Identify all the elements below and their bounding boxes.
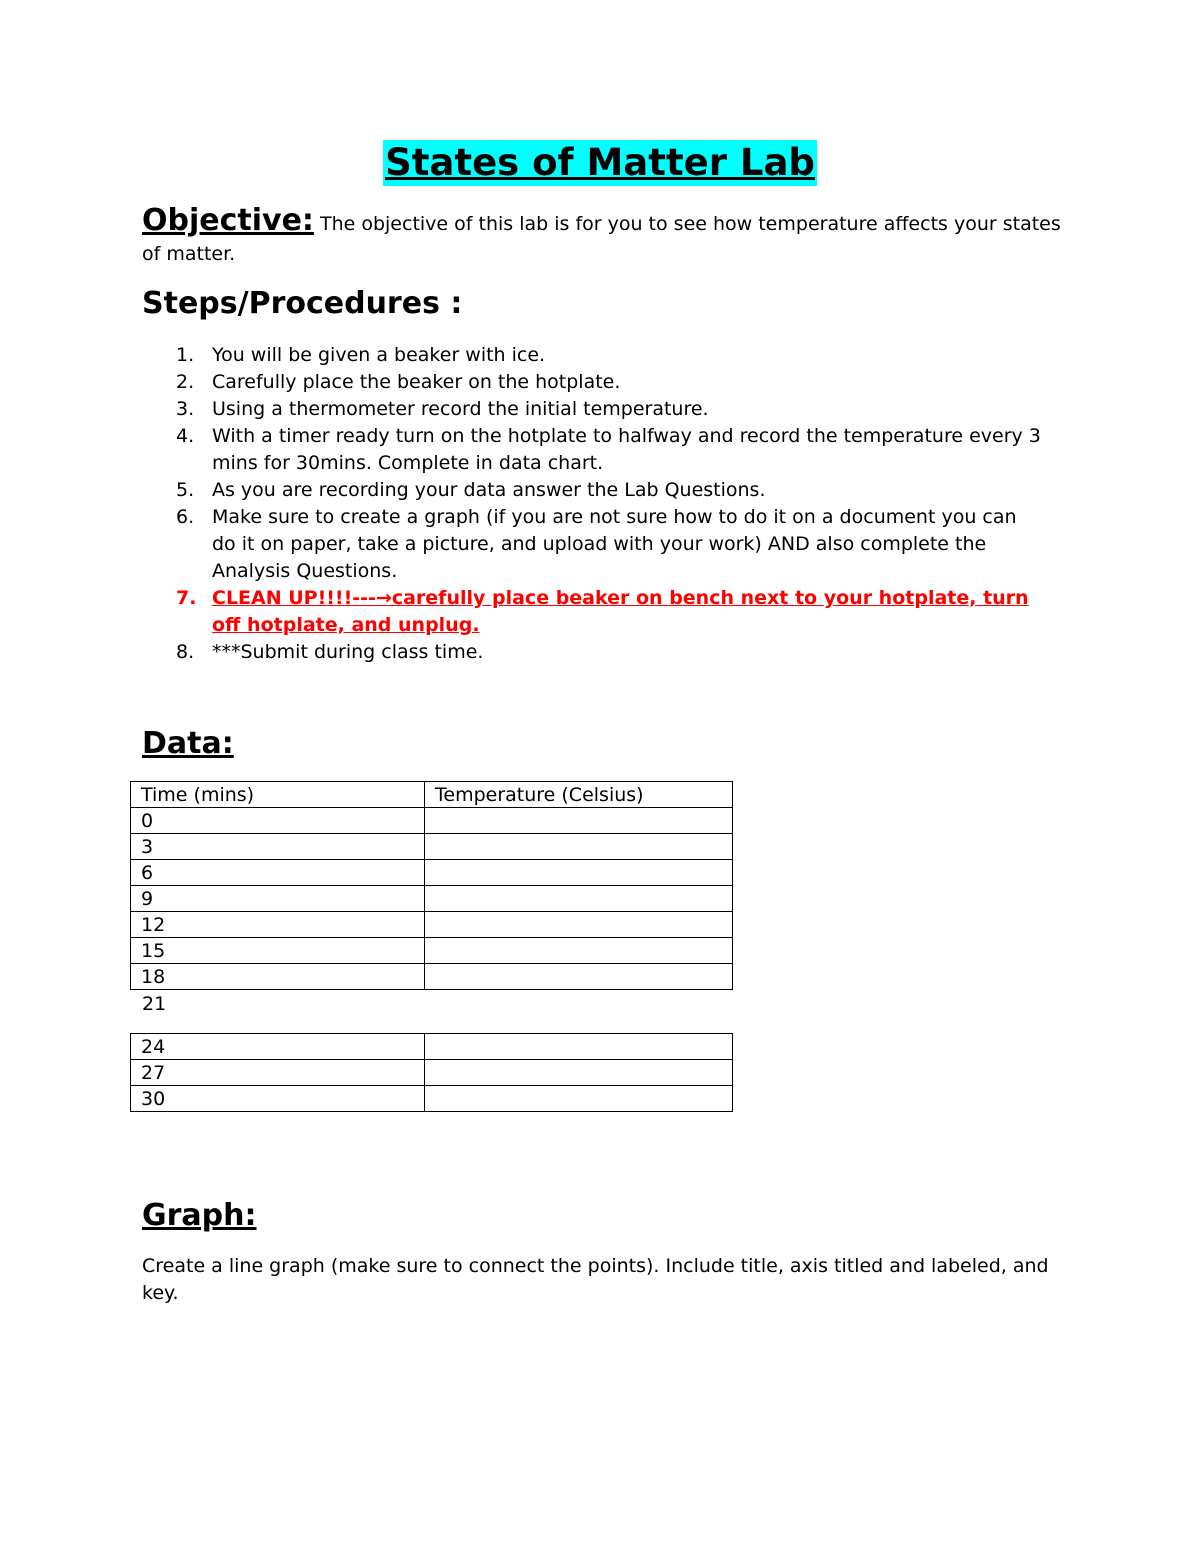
table-row [131, 938, 733, 964]
table-row [131, 886, 733, 912]
temperature-cell[interactable] [425, 1086, 733, 1112]
temperature-cell[interactable] [425, 808, 733, 834]
step-number: 3. [176, 398, 195, 420]
temperature-cell[interactable] [425, 860, 733, 886]
time-cell: 18 [131, 964, 425, 990]
table-row [131, 1060, 733, 1086]
loose-time-value: 21 [142, 993, 167, 1015]
temperature-cell[interactable] [425, 1060, 733, 1086]
step-text: You will be given a beaker with ice. [212, 344, 546, 366]
time-cell: 6 [131, 860, 425, 886]
temperature-cell[interactable] [425, 964, 733, 990]
table-row [131, 964, 733, 990]
table-row [131, 860, 733, 886]
title-block [0, 140, 1200, 186]
step-item [142, 639, 1042, 666]
table-row [131, 1086, 733, 1112]
table-row [131, 1034, 733, 1060]
step-number: 2. [176, 371, 195, 393]
temperature-cell[interactable] [425, 886, 733, 912]
step-text: Make sure to create a graph (if you are not sure how to do it on a document you can do it on paper, take a picture, and upload with your work) AND also complete the Analysis Questions. [212, 506, 1017, 582]
step-number: 8. [176, 641, 195, 663]
graph-instructions: Create a line graph (make sure to connect the points). Include title, axis titled and labeled, and key. [142, 1255, 1049, 1304]
step-number: 1. [176, 344, 195, 366]
step-item [142, 477, 1042, 504]
temperature-cell[interactable] [425, 1034, 733, 1060]
page-title: States of Matter Lab [385, 141, 815, 184]
step-item-cleanup-warning [142, 585, 1042, 639]
objective-paragraph [142, 203, 1062, 269]
temperature-cell[interactable] [425, 834, 733, 860]
step-text: As you are recording your data answer the Lab Questions. [212, 479, 766, 501]
table-header-row [131, 782, 733, 808]
step-number: 4. [176, 425, 195, 447]
step-text: Carefully place the beaker on the hotplate. [212, 371, 621, 393]
step-item [142, 423, 1042, 477]
step-number: 7. [176, 587, 197, 609]
table-row [131, 912, 733, 938]
time-cell: 24 [131, 1034, 425, 1060]
step-item [142, 342, 1042, 369]
time-cell: 0 [131, 808, 425, 834]
steps-list [142, 342, 1042, 666]
time-cell: 9 [131, 886, 425, 912]
objective-text: The objective of this lab is for you to see how temperature affects your states of matter. [142, 213, 1061, 265]
time-cell: 12 [131, 912, 425, 938]
data-table-continued [130, 1033, 733, 1112]
table-row [131, 834, 733, 860]
table-row [131, 808, 733, 834]
temperature-cell[interactable] [425, 912, 733, 938]
header-temperature: Temperature (Celsius) [425, 782, 733, 808]
step-number: 5. [176, 479, 195, 501]
graph-heading: Graph: [142, 1198, 257, 1233]
step-item [142, 369, 1042, 396]
step-text: With a timer ready turn on the hotplate to halfway and record the temperature every 3 mins for 30mins. Complete in data chart. [212, 425, 1041, 474]
step-text: ***Submit during class time. [212, 641, 484, 663]
time-cell: 3 [131, 834, 425, 860]
step-number: 6. [176, 506, 195, 528]
header-time: Time (mins) [131, 782, 425, 808]
step-item [142, 504, 1042, 585]
time-cell: 27 [131, 1060, 425, 1086]
temperature-cell[interactable] [425, 938, 733, 964]
time-cell: 30 [131, 1086, 425, 1112]
time-cell: 15 [131, 938, 425, 964]
objective-label: Objective: [142, 203, 314, 238]
step-text: CLEAN UP!!!!---→carefully place beaker on bench next to your hotplate, turn off hotplate, and unplug. [212, 587, 1029, 636]
data-table [130, 781, 733, 990]
data-heading: Data: [142, 726, 234, 761]
step-item [142, 396, 1042, 423]
step-text: Using a thermometer record the initial temperature. [212, 398, 709, 420]
steps-heading: Steps/Procedures : [142, 286, 463, 321]
